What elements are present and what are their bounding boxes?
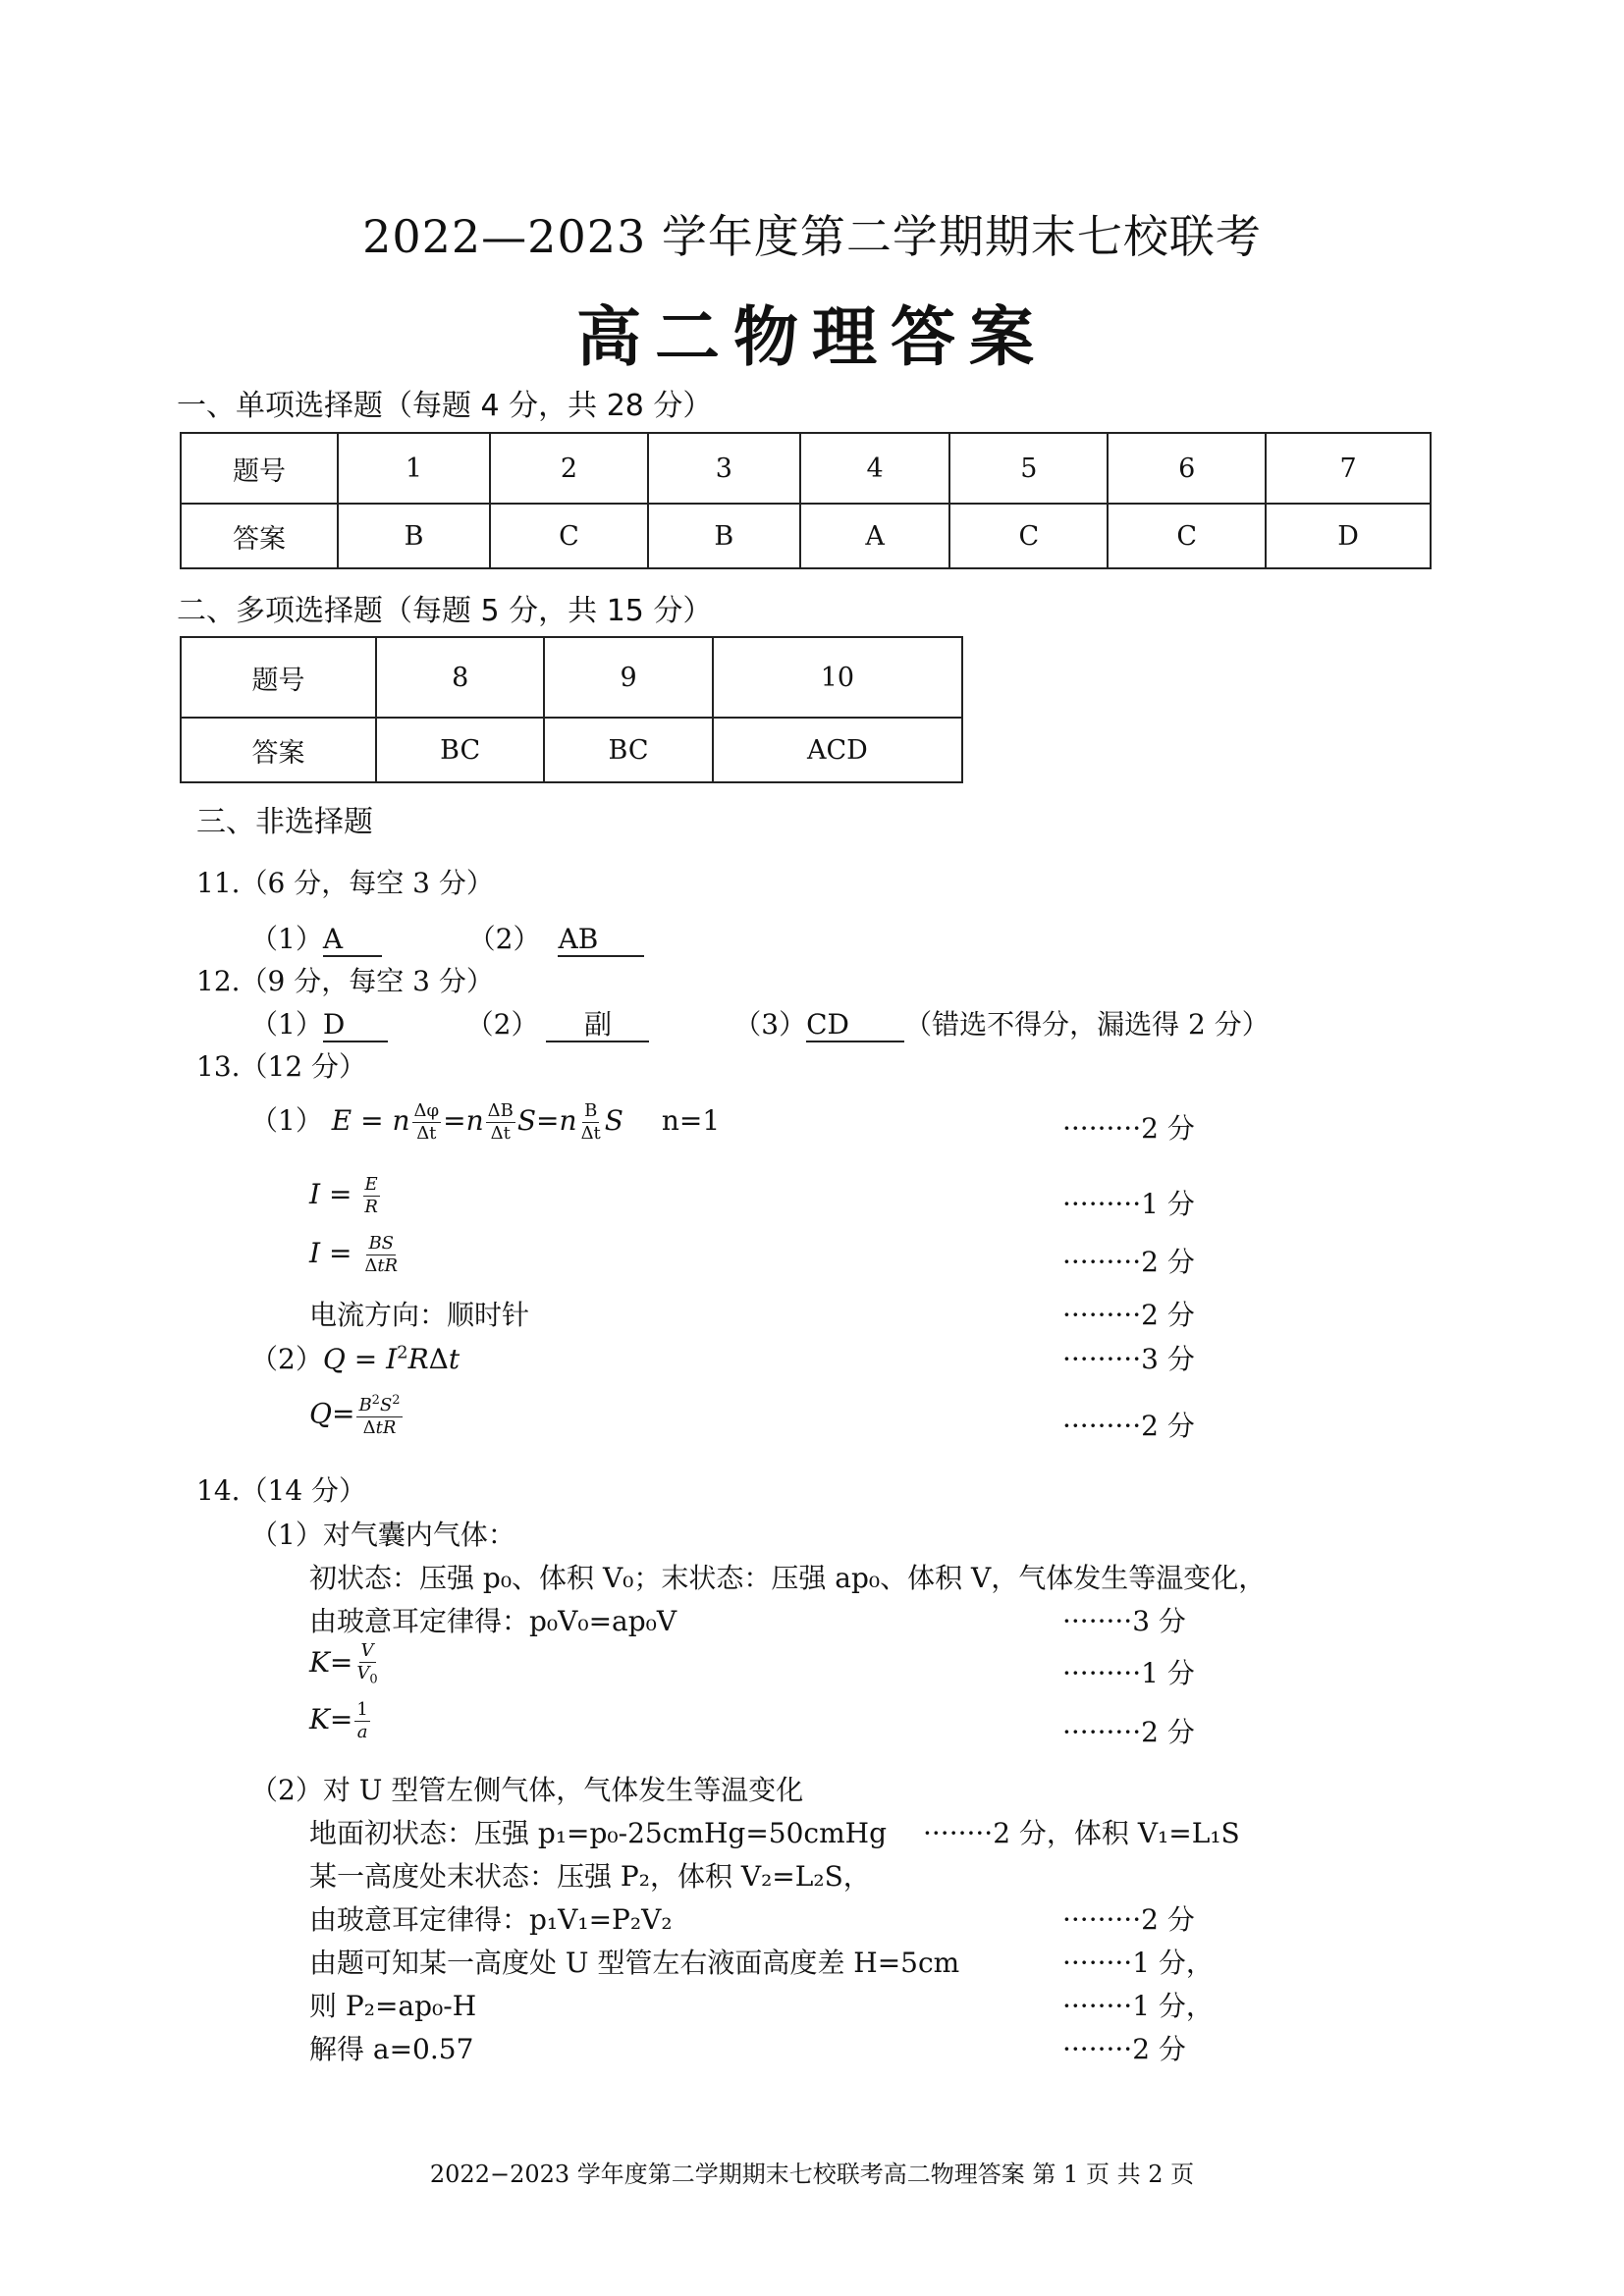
q14-score-6: ········1 分， — [1062, 1947, 1214, 1979]
q12-head: 12.（9 分，每空 3 分） — [196, 965, 494, 997]
q11-part1-answer: A — [323, 924, 382, 957]
section1-heading: 一、单项选择题（每题 4 分，共 28 分） — [177, 389, 713, 423]
q13-score-2: ·········1 分 — [1062, 1188, 1195, 1220]
answer-cell: A — [800, 504, 950, 568]
q14-part2-final: 某一高度处末状态：压强 P₂，体积 V₂=L₂S， — [309, 1860, 871, 1893]
answer-cell: B — [338, 504, 490, 568]
answer-cell: BC — [376, 718, 544, 782]
question-cell: 5 — [949, 433, 1108, 504]
q14-part2-result: 解得 a=0.57 — [309, 2033, 474, 2065]
question-cell: 3 — [648, 433, 800, 504]
q14-score-1: ········3 分 — [1062, 1605, 1186, 1637]
question-cell: 2 — [490, 433, 648, 504]
q12-part1-label: （1） — [250, 1008, 323, 1041]
q12-part3-label: （3） — [733, 1008, 807, 1041]
q13-score-4: ·········2 分 — [1062, 1299, 1195, 1331]
q11-head: 11.（6 分，每空 3 分） — [196, 867, 494, 899]
section2-heading: 二、多项选择题（每题 5 分，共 15 分） — [177, 594, 713, 628]
answer-cell: C — [490, 504, 648, 568]
q13-score-6: ·········2 分 — [1062, 1410, 1195, 1442]
answer-row — [181, 504, 1431, 568]
q14-part2-initial: 地面初状态：压强 p₁=p₀-25cmHg=50cmHg — [309, 1817, 887, 1849]
question-number-row — [181, 433, 1431, 504]
q13-head: 13.（12 分） — [196, 1050, 367, 1083]
q14-part2-boyle: 由玻意耳定律得：p₁V₁=P₂V₂ — [309, 1903, 673, 1936]
section3-heading: 三、非选择题 — [196, 805, 373, 839]
q14-part1-states: 初状态：压强 p₀、体积 V₀；末状态：压强 ap₀、体积 V，气体发生等温变化， — [309, 1562, 1267, 1594]
multi-choice-table — [180, 636, 963, 783]
q13-n-value: n=1 — [661, 1104, 721, 1137]
question-cell: 4 — [800, 433, 950, 504]
answer-cell: D — [1266, 504, 1431, 568]
q12-part3-note: （错选不得分，漏选得 2 分） — [904, 1008, 1270, 1041]
row-label-answer: 答案 — [181, 718, 376, 782]
q14-formula-k1: K= $\frac{V}{V_0}$ — [309, 1640, 378, 1687]
q13-score-3: ·········2 分 — [1062, 1246, 1195, 1278]
q12-answers — [250, 1003, 1270, 1042]
row-label-answer: 答案 — [181, 504, 338, 568]
row-label-question: 题号 — [181, 637, 376, 718]
q13-part2-label: （2） — [250, 1343, 323, 1375]
q14-formula-k2: K= $\frac{1}{a}$ — [309, 1699, 368, 1742]
q14-part2-pressure: 则 P₂=ap₀-H — [309, 1990, 477, 2022]
q12-part2-answer: 副 — [546, 1009, 649, 1042]
answer-cell: BC — [544, 718, 712, 782]
q13-formula-current: I = $\frac{E}{R}$ — [309, 1174, 378, 1217]
answer-cell: ACD — [713, 718, 962, 782]
q12-part2-label: （2） — [465, 1008, 539, 1041]
q11-part1-label: （1） — [250, 923, 323, 955]
q13-score-5: ·········3 分 — [1062, 1343, 1195, 1375]
q13-part1-label: （1） — [250, 1104, 323, 1137]
q13-score-1: ·········2 分 — [1062, 1112, 1195, 1145]
question-cell: 1 — [338, 433, 490, 504]
q14-head: 14.（14 分） — [196, 1474, 367, 1507]
question-cell: 8 — [376, 637, 544, 718]
q13-current-direction: 电流方向：顺时针 — [309, 1299, 530, 1331]
single-choice-table — [180, 432, 1432, 569]
question-number-row — [181, 637, 962, 718]
q14-part1-boyle: 由玻意耳定律得：p₀V₀=ap₀V — [309, 1605, 677, 1637]
q14-score-3: ·········2 分 — [1062, 1716, 1195, 1748]
q12-part3-answer: CD — [806, 1009, 904, 1042]
answer-cell: B — [648, 504, 800, 568]
q14-part2-label: （2）对 U 型管左侧气体，气体发生等温变化 — [250, 1774, 804, 1806]
q14-score-5: ·········2 分 — [1062, 1903, 1195, 1936]
page-footer: 2022−2023 学年度第二学期期末七校联考高二物理答案 第 1 页 共 2 页 — [429, 2161, 1195, 2188]
q14-score-4: ········2 分，体积 V₁=L₁S — [923, 1817, 1240, 1849]
document-subtitle: 高二物理答案 — [576, 299, 1048, 375]
q14-part2-height-diff: 由题可知某一高度处 U 型管左右液面高度差 H=5cm — [309, 1947, 960, 1979]
q14-score-8: ········2 分 — [1062, 2033, 1186, 2065]
answer-cell: C — [1108, 504, 1266, 568]
question-cell: 10 — [713, 637, 962, 718]
q13-formula-heat-result: Q= $\frac{B^2S^2}{\text{ΔtR}}$ — [309, 1393, 401, 1438]
q12-part1-answer: D — [323, 1009, 388, 1042]
question-cell: 7 — [1266, 433, 1431, 504]
q11-answers — [250, 918, 644, 957]
question-cell: 6 — [1108, 433, 1266, 504]
q13-formula-emf: （1） E = n $\frac{\Delta\varphi}{\Delta t}$ =n $\frac{\Delta B}{\Delta t}$ S=n $\frac{B}{\Delta t}$ S n=1 — [250, 1100, 721, 1144]
answer-row — [181, 718, 962, 782]
q13-formula-current-result: I = $\frac{BS}{\text{ΔtR}}$ — [309, 1233, 399, 1276]
q14-score-2: ·········1 分 — [1062, 1657, 1195, 1689]
question-cell: 9 — [544, 637, 712, 718]
q11-part2-answer: AB — [558, 924, 644, 957]
q13-formula-heat: $(2)Q = I^2R\Delta t$ — [250, 1342, 460, 1375]
q14-part1-label: （1）对气囊内气体： — [250, 1519, 515, 1551]
row-label-question: 题号 — [181, 433, 338, 504]
exam-title: 2022—2023 学年度第二学期期末七校联考 — [362, 210, 1262, 263]
answer-cell: C — [949, 504, 1108, 568]
q11-part2-label: （2） — [467, 923, 541, 955]
q14-score-7: ········1 分， — [1062, 1990, 1214, 2022]
